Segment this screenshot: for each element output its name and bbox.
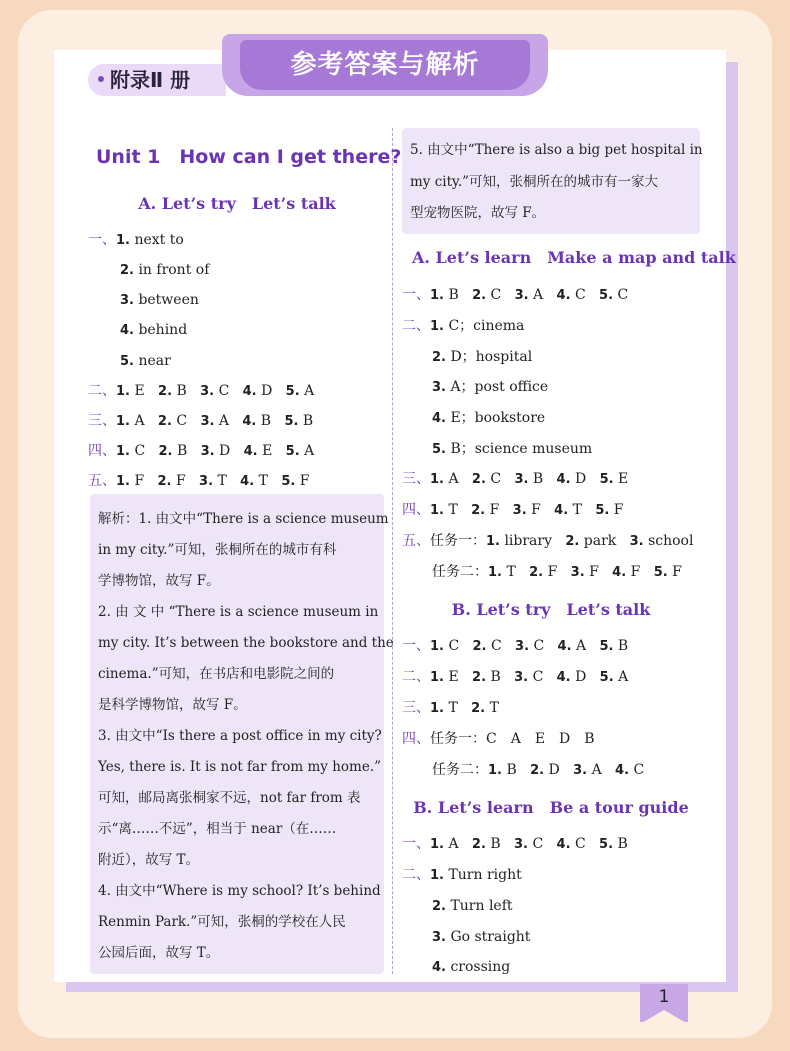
answer-row: 一、1. A 2. B 3. C 4. C 5. B — [402, 836, 628, 852]
answer-value: C — [532, 669, 544, 685]
appendix-label: 附录Ⅱ 册 — [110, 68, 191, 92]
analysis-line: in my city.”可知，张桐所在的城市有科 — [98, 542, 337, 558]
answer-value: near — [138, 353, 171, 369]
answer-value: A；post office — [450, 379, 549, 395]
answer-value: B；science museum — [450, 441, 593, 457]
answer-value: A — [304, 443, 315, 459]
answer-value: D — [219, 443, 231, 459]
question-mark: 四、 — [402, 502, 430, 518]
answer-value: F — [175, 473, 186, 489]
question-mark: 三、 — [402, 471, 430, 487]
answer-value: A — [533, 287, 544, 303]
answer-value: B — [617, 836, 628, 852]
answer-value: A — [575, 638, 587, 654]
answer-value: crossing — [450, 959, 511, 975]
answer-value: A — [448, 836, 459, 852]
answer-row: 二、1. E 2. B 3. C 4. D 5. A — [88, 383, 315, 399]
bullet-dot-icon — [98, 76, 104, 82]
answer-value: F — [531, 502, 541, 518]
answer-value: A — [591, 762, 602, 778]
answer-value: park — [583, 533, 617, 549]
answer-value: C — [633, 762, 645, 778]
answer-value: F — [672, 564, 682, 580]
question-mark: 二、 — [402, 318, 430, 334]
answer-value: F — [630, 564, 641, 580]
analysis-line: 可知，邮局离张桐家不远，not far from 表 — [98, 790, 361, 806]
column-divider — [392, 128, 393, 974]
answer-value: in front of — [138, 262, 210, 278]
analysis-line: cinema.”可知，在书店和电影院之间的 — [98, 666, 335, 682]
analysis-line: 4. 由文中“Where is my school? It’s behind — [98, 883, 381, 899]
answer-value: T — [217, 473, 227, 489]
answer-value: B — [617, 638, 629, 654]
answer-value: D — [575, 669, 587, 685]
answer-value: T — [448, 502, 458, 518]
answer-row: 四、1. C 2. B 3. D 4. E 5. A — [88, 443, 315, 459]
answer-value: C — [218, 383, 230, 399]
answer-value: F — [547, 564, 558, 580]
answer-row: 二、1. E 2. B 3. C 4. D 5. A — [402, 669, 629, 685]
answer-value: library — [504, 533, 552, 549]
answer-row: 4. behind — [120, 322, 188, 338]
answer-value: F — [489, 502, 500, 518]
answer-value: behind — [138, 322, 188, 338]
answer-value: D — [548, 762, 560, 778]
analysis-line: 是科学博物馆，故写 F。 — [98, 697, 247, 713]
answer-value: B — [302, 413, 314, 429]
answer-row: 2. D；hospital — [432, 349, 533, 365]
answer-row: 5. B；science museum — [432, 441, 593, 457]
section-heading-a1: A. Let’s try Let’s talk — [138, 194, 336, 213]
answer-row: 五、1. F 2. F 3. T 4. T 5. F — [88, 473, 310, 489]
answer-row: 2. in front of — [120, 262, 210, 278]
analysis-line: 公园后面，故写 T。 — [98, 945, 220, 961]
answer-row: 3. between — [120, 292, 199, 308]
answer-value: T — [448, 700, 458, 716]
question-mark: 五、 — [88, 473, 116, 489]
question-mark: 一、 — [402, 638, 430, 654]
answer-row: 五、任务一：1. library 2. park 3. school — [402, 533, 694, 549]
note-line: 型宠物医院，故写 F。 — [410, 205, 546, 221]
answer-value: school — [648, 533, 694, 549]
answer-row: 2. Turn left — [432, 898, 513, 914]
answer-value: C — [134, 443, 146, 459]
answer-value: B — [506, 762, 517, 778]
page-number: 1 — [658, 987, 670, 1007]
answer-row: 三、1. T 2. T — [402, 700, 499, 716]
answer-value: C — [490, 471, 502, 487]
task-label: 任务一： — [430, 731, 486, 747]
answer-value: A — [218, 413, 229, 429]
section-heading-a2: A. Let’s learn Make a map and talk — [412, 248, 736, 267]
question-mark: 四、 — [88, 443, 116, 459]
answer-value: E — [448, 669, 459, 685]
answer-value: D — [574, 471, 587, 487]
answer-row: 二、1. C；cinema — [402, 318, 525, 334]
answer-value: T — [258, 473, 268, 489]
answer-value: T — [572, 502, 582, 518]
answer-value: C — [574, 836, 586, 852]
answer-value: C — [574, 287, 586, 303]
task-label: 任务一： — [430, 533, 486, 549]
answer-value: F — [589, 564, 599, 580]
answer-value: B — [260, 413, 272, 429]
answer-value: D — [261, 383, 273, 399]
note-line: my city.”可知，张桐所在的城市有一家大 — [410, 174, 659, 190]
answer-value: Turn left — [450, 898, 513, 914]
page-title: 参考答案与解析 — [290, 50, 480, 80]
answer-value: C — [533, 638, 545, 654]
answer-value: A — [448, 471, 459, 487]
answer-row: 一、1. next to — [88, 232, 184, 248]
answer-row: 任务二：1. B 2. D 3. A 4. C — [432, 762, 645, 778]
question-mark: 五、 — [402, 533, 430, 549]
answer-value: C — [176, 413, 188, 429]
answer-value: F — [134, 473, 145, 489]
section-heading-b2: B. Let’s learn Be a tour guide — [413, 798, 689, 817]
note-line: 5. 由文中“There is also a big pet hospital in — [410, 142, 703, 158]
answer-row: 一、1. C 2. C 3. C 4. A 5. B — [402, 638, 629, 654]
answer-value: C A E D B — [486, 731, 595, 747]
answer-value: T — [506, 564, 516, 580]
answer-row: 3. Go straight — [432, 929, 531, 945]
section-heading-b1: B. Let’s try Let’s talk — [451, 600, 651, 619]
answer-row: 5. near — [120, 353, 171, 369]
analysis-line: my city. It’s between the bookstore and the — [98, 635, 394, 651]
task-label: 任务二： — [432, 564, 488, 580]
analysis-line: 3. 由文中“Is there a post office in my city? — [98, 728, 382, 744]
question-mark: 一、 — [402, 287, 430, 303]
answer-value: C — [448, 638, 460, 654]
question-mark: 三、 — [88, 413, 116, 429]
question-mark: 三、 — [402, 700, 430, 716]
answer-row: 二、1. Turn right — [402, 867, 522, 883]
page-number-notch — [640, 1010, 688, 1024]
answer-value: B — [532, 471, 544, 487]
answer-row: 任务二：1. T 2. F 3. F 4. F 5. F — [432, 564, 682, 580]
answer-row: 4. crossing — [432, 959, 511, 975]
answer-row: 三、1. A 2. C 3. A 4. B 5. B — [88, 413, 314, 429]
question-mark: 四、 — [402, 731, 430, 747]
answer-value: next to — [134, 232, 184, 248]
answer-row — [402, 729, 595, 749]
analysis-line: 示“离……不远”，相当于 near（在…… — [98, 821, 337, 837]
analysis-line: 2. 由 文 中 “There is a science museum in — [98, 604, 379, 620]
answer-value: Turn right — [448, 867, 522, 883]
answer-value: between — [138, 292, 199, 308]
answer-value: C；cinema — [448, 318, 525, 334]
answer-value: B — [448, 287, 459, 303]
analysis-line: 附近），故写 T。 — [98, 852, 200, 868]
analysis-line: 学博物馆，故写 F。 — [98, 573, 220, 589]
analysis-line: Yes, there is. It is not far from my home.” — [98, 759, 382, 775]
answer-value: E — [262, 443, 273, 459]
answer-value: C — [617, 287, 629, 303]
answer-row: 四、1. T 2. F 3. F 4. T 5. F — [402, 502, 624, 518]
answer-value: C — [532, 836, 544, 852]
answer-value: A — [304, 383, 315, 399]
answer-value: B — [176, 383, 187, 399]
answer-value: B — [490, 669, 501, 685]
answer-value: E — [134, 383, 145, 399]
answer-row: 3. A；post office — [432, 379, 549, 395]
answer-value: C — [490, 287, 502, 303]
question-mark: 二、 — [88, 383, 116, 399]
answer-value: T — [489, 700, 499, 716]
answer-value: E — [618, 471, 629, 487]
answer-value: F — [299, 473, 310, 489]
answer-row: 一、1. B 2. C 3. A 4. C 5. C — [402, 287, 629, 303]
answer-row: 三、1. A 2. C 3. B 4. D 5. E — [402, 471, 629, 487]
answer-value: A — [134, 413, 145, 429]
answer-value: B — [176, 443, 188, 459]
answer-value: D；hospital — [450, 349, 533, 365]
unit-title: Unit 1 How can I get there? — [96, 146, 402, 168]
answer-value: B — [490, 836, 501, 852]
answer-value: E；bookstore — [450, 410, 546, 426]
question-mark: 一、 — [88, 232, 116, 248]
answer-value: A — [618, 669, 629, 685]
answer-row: 4. E；bookstore — [432, 410, 546, 426]
question-mark: 二、 — [402, 669, 430, 685]
analysis-line: 解析：1. 由文中“There is a science museum — [98, 511, 389, 527]
task-label: 任务二： — [432, 762, 488, 778]
question-mark: 二、 — [402, 867, 430, 883]
analysis-line: Renmin Park.”可知，张桐的学校在人民 — [98, 914, 346, 930]
answer-value: Go straight — [450, 929, 531, 945]
answer-value: F — [613, 502, 624, 518]
answer-value: C — [490, 638, 502, 654]
question-mark: 一、 — [402, 836, 430, 852]
